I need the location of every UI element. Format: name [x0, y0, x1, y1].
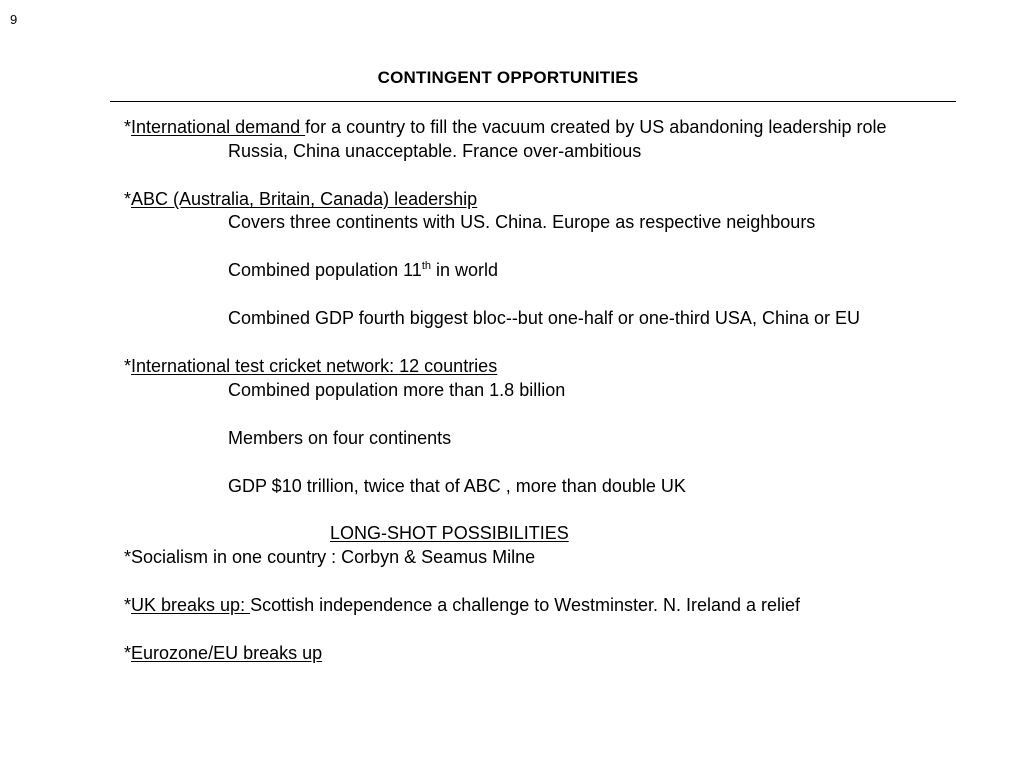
bullet: * [124, 643, 132, 663]
bullet: * [124, 595, 132, 615]
cricket-item [124, 355, 497, 377]
abc-item [124, 188, 477, 210]
long-shot-heading [330, 522, 569, 544]
abc-heading: ABC (Australia, Britain, Canada) leadership [131, 189, 478, 209]
international-demand-detail: Russia, China unacceptable. France over-ambitious [228, 141, 642, 161]
international-demand-item [124, 116, 886, 138]
cricket-population: Combined population more than 1.8 billion [228, 380, 566, 400]
international-demand-text: for a country to fill the vacuum created by US abandoning leadership role [305, 117, 887, 137]
abc-population-prefix: Combined population 11 [228, 260, 422, 280]
socialism-item: *Socialism in one country : Corbyn & Seamus Milne [124, 547, 536, 567]
cricket-heading: International test cricket network: 12 countries [131, 356, 498, 376]
bullet: * [124, 356, 132, 376]
long-shot-heading-text: LONG-SHOT POSSIBILITIES [330, 523, 569, 543]
uk-breaks-up-heading: UK breaks up: [131, 595, 251, 615]
page-number: 9 [10, 12, 18, 27]
bullet: * [124, 117, 132, 137]
eurozone-item [124, 642, 322, 664]
title-divider [110, 101, 956, 102]
abc-gdp: Combined GDP fourth biggest bloc--but one-half or one-third USA, China or EU [228, 308, 860, 328]
abc-population [228, 259, 498, 281]
abc-population-suffix: in world [431, 260, 499, 280]
uk-breaks-up-text: Scottish independence a challenge to Westminster. N. Ireland a relief [250, 595, 801, 615]
abc-population-sup: th [421, 260, 431, 272]
uk-breaks-up-item [124, 594, 800, 616]
abc-continents: Covers three continents with US. China. Europe as respective neighbours [228, 212, 816, 232]
cricket-gdp: GDP $10 trillion, twice that of ABC , more than double UK [228, 476, 686, 496]
eurozone-heading: Eurozone/EU breaks up [131, 643, 323, 663]
international-demand-heading: International demand [131, 117, 306, 137]
cricket-members: Members on four continents [228, 428, 452, 448]
page-title: CONTINGENT OPPORTUNITIES [377, 68, 639, 87]
bullet: * [124, 189, 132, 209]
